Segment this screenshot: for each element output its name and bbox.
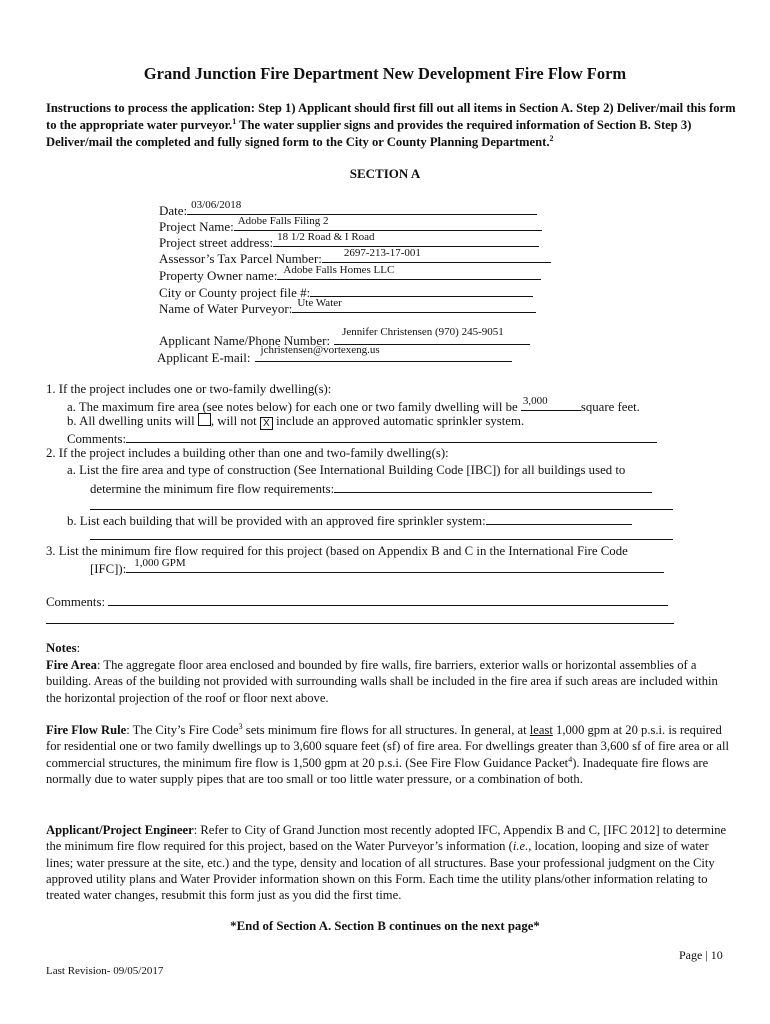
page-number: Page | 10: [679, 948, 723, 962]
parcel-field[interactable]: [322, 249, 551, 263]
will-checkbox[interactable]: [198, 413, 211, 426]
item-3-line2: [90, 559, 664, 577]
footnote-ref-4: 4: [568, 754, 573, 764]
fire-area-label: Fire Area: [46, 658, 97, 672]
fire-area-field[interactable]: [521, 397, 581, 411]
item-2: 2. If the project includes a building other than one and two-family dwelling(s):: [46, 446, 449, 460]
project-name-value: Adobe Falls Filing 2: [237, 215, 329, 227]
section-a-heading: SECTION A: [349, 166, 421, 181]
footnote-ref-2: 2: [549, 133, 554, 143]
street-value: 18 1/2 Road & I Road: [277, 231, 375, 243]
item-2b: [67, 511, 632, 529]
item-3-text: [IFC]):: [90, 562, 127, 576]
parcel-label: Assessor’s Tax Parcel Number:: [159, 251, 322, 266]
comments2-label: Comments:: [46, 595, 106, 609]
fire-flow-label: Fire Flow Rule: [46, 723, 127, 737]
item-2a-line1: a. List the fire area and type of construction (See International Building Code [IBC]) for all buildings used to: [67, 463, 626, 477]
notes-heading-text: Notes: [46, 641, 77, 655]
project-file-field[interactable]: [310, 283, 533, 297]
owner-field[interactable]: [277, 266, 541, 280]
item-1b: [67, 413, 524, 430]
fire-flow-text-c: 1,000 gpm at 20 p.s.i. is required for residential one or two family dwellings up to 3,600 square feet (sf) of fire area. For dwellings greater than 3,600 sf of fire area or all commercial structures, the minimum fire flow is 1,500 gpm at 20 p.s.i. (See Fire Flow Guidance Packet: [46, 723, 729, 770]
fire-flow-note: [46, 722, 734, 787]
item-1b-post: include an approved automatic sprinkler system.: [276, 414, 525, 428]
instructions: [46, 100, 736, 151]
owner-label: Property Owner name:: [159, 268, 278, 283]
fire-flow-text-d: ). Inadequate fire flows are normally due to water supply pipes that are too small or too little water pressure, or a combination of both.: [46, 755, 709, 786]
comments2-row: [46, 592, 668, 610]
engineer-label: Applicant/Project Engineer: [46, 823, 194, 837]
notes-colon: :: [76, 641, 81, 655]
item-2a-text: determine the minimum fire flow requirements:: [90, 482, 335, 496]
date-label: Date:: [159, 203, 188, 218]
purveyor-value: Ute Water: [297, 297, 342, 309]
purveyor-row: [159, 299, 536, 317]
form-title: Grand Junction Fire Department New Development Fire Flow Form: [143, 64, 627, 83]
instructions-text-1: Instructions to process the application: Step 1) Applicant should first fill out all items in Section A. Step 2) Deliver/mail this form to the appropriate water purveyor.: [46, 101, 736, 132]
sprinkler-buildings-field[interactable]: [486, 511, 632, 525]
applicant-value: Jennifer Christensen (970) 245-9051: [342, 326, 504, 338]
fire-area-value: 3,000: [522, 395, 548, 407]
last-revision: Last Revision- 09/05/2017: [46, 965, 164, 977]
comments2-extra-line[interactable]: [46, 623, 674, 624]
fire-flow-text-a: : The City’s Fire Code: [126, 723, 239, 737]
footnote-ref-3: 3: [238, 721, 243, 731]
notes-heading: [46, 640, 80, 656]
street-label: Project street address:: [159, 235, 274, 250]
owner-row: [159, 266, 541, 284]
fire-flow-text-b: sets minimum fire flows for all structures. In general, at: [242, 723, 530, 737]
item-2b-extra-line[interactable]: [90, 539, 673, 540]
comments-field[interactable]: [126, 429, 657, 443]
end-of-section-note: *End of Section A. Section B continues on the next page*: [230, 919, 540, 933]
footnote-ref-1: 1: [232, 116, 237, 126]
parcel-value: 2697-213-17-001: [343, 247, 421, 259]
owner-value: Adobe Falls Homes LLC: [283, 264, 395, 276]
purveyor-label: Name of Water Purveyor:: [159, 301, 293, 316]
item-1b-mid: , will not: [210, 414, 257, 428]
comments-label: Comments:: [67, 432, 127, 446]
date-value: 03/06/2018: [191, 199, 242, 211]
comments2-field[interactable]: [108, 592, 668, 606]
item-2a-extra-line[interactable]: [90, 509, 673, 510]
item-1a-text: a. The maximum fire area (see notes below) for each one or two family dwelling will be: [67, 400, 518, 414]
engineer-text-a: : Refer to City of Grand Junction most recently adopted IFC, Appendix B and C, [IFC 2012] to determine the minimum fire flow required for this project, based on the Water Purveyor’s information (: [46, 823, 727, 854]
purveyor-field[interactable]: [292, 299, 536, 313]
email-value: jchristensen@vortexeng.us: [260, 344, 380, 356]
email-label: Applicant E-mail:: [157, 350, 251, 365]
fire-flow-value: 1,000 GPM: [134, 557, 186, 569]
item-2b-text: b. List each building that will be provided with an approved fire sprinkler system:: [67, 514, 486, 528]
email-row: [157, 344, 512, 366]
instructions-text-2: The water supplier signs and provides the required information of Section B. Step 3) Deliver/mail the completed and fully signed form to the City or County Planning Department.: [46, 118, 692, 149]
project-file-label: City or County project file #:: [159, 285, 311, 300]
fire-flow-least: least: [529, 723, 553, 737]
project-name-label: Project Name:: [159, 219, 234, 234]
item-2a-line2: [90, 479, 652, 497]
fire-area-construction-field[interactable]: [334, 479, 652, 493]
item-1b-text: b. All dwelling units will: [67, 414, 195, 428]
fire-area-text: : The aggregate floor area enclosed and bounded by fire walls, fire barriers, exterior walls or horizontal assemblies of a building. Areas of the building not provided with surrounding walls shall be included in the fire area if such areas are included within the horizontal projection of the roof or floor next above.: [46, 658, 718, 705]
item-3-line1: 3. List the minimum fire flow required for this project (based on Appendix B and C in the International Fire Code: [46, 544, 628, 558]
item-1a-unit: square feet.: [580, 400, 640, 414]
email-field[interactable]: [255, 344, 512, 362]
engineer-note: [46, 822, 734, 903]
fire-flow-field[interactable]: [126, 559, 664, 573]
item-1: 1. If the project includes one or two-family dwelling(s):: [46, 382, 332, 396]
engineer-ie: i.e.: [512, 839, 529, 854]
will-not-checkbox[interactable]: X: [260, 417, 273, 430]
applicant-label: Applicant Name/Phone Number:: [159, 333, 331, 348]
engineer-text-b: , location, looping and size of water lines; water pressure at the site, etc.) and the type, density and location of all structures. Base your professional judgment on the City approved utility plans and Water Provider information shown on this Form. Each time the utility plans/other information relating to treated water changes, resubmit this form just as you did the first time.: [46, 839, 715, 903]
fire-area-note: [46, 657, 734, 706]
